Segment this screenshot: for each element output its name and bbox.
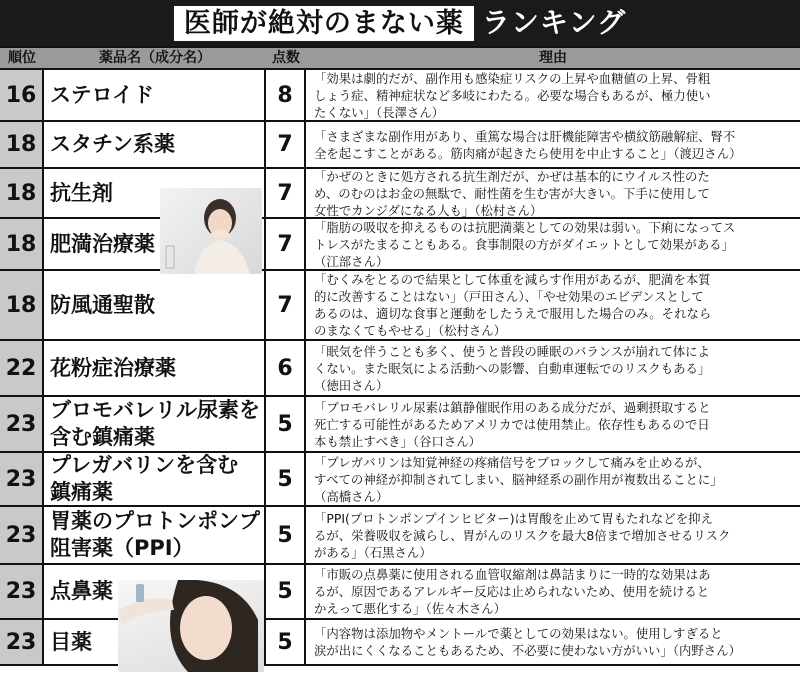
- score-cell: 5: [266, 620, 306, 664]
- reason-line: 女性でカンジダになる人も」（松村さん）: [314, 202, 543, 218]
- reason-cell: [306, 122, 800, 167]
- reason-cell: [306, 565, 800, 618]
- score-cell: 5: [266, 565, 306, 618]
- rank-cell: 23: [0, 507, 44, 563]
- table-row: [0, 341, 800, 397]
- reason-line: （徳田さん）: [314, 377, 389, 393]
- drug-name-line: ブロモバレリル尿素を: [50, 398, 260, 422]
- score-cell: 7: [266, 169, 306, 217]
- reason-cell: [306, 219, 800, 269]
- table-row: [0, 507, 800, 565]
- rank-cell: 18: [0, 219, 44, 269]
- reason-line: くない。また眠気による活動への影響、自動車運転でのリスクもある」: [314, 360, 711, 376]
- reason-line: 「プレガバリンは知覚神経の疼痛信号をブロックして痛みを止めるが、: [314, 454, 710, 470]
- reason-line: のまなくてもやせる」（松村さん）: [314, 323, 507, 338]
- drug-name-cell: [44, 70, 266, 120]
- reason-line: 「効果は劇的だが、副作用も感染症リスクの上昇や血糖値の上昇、骨粗: [314, 70, 711, 86]
- title-banner: [0, 0, 800, 46]
- rank-cell: 18: [0, 169, 44, 217]
- reason-line: トレスがたまることもある。食事制限の方がダイエットとして効果がある」: [314, 236, 734, 252]
- reason-cell: [306, 397, 800, 451]
- reason-line: 死亡する可能性があるためアメリカでは使用禁止。依存性もあるので日: [314, 416, 710, 432]
- drug-name-line: 防風通聖散: [50, 292, 155, 317]
- table-row: [0, 219, 800, 271]
- drug-name-cell: [44, 122, 266, 167]
- drug-name-line: スタチン系薬: [50, 132, 175, 156]
- table-row: [0, 271, 800, 341]
- rank-cell: 23: [0, 565, 44, 618]
- reason-line: （江部さん）: [314, 253, 389, 269]
- reason-line: 本も禁止すべき」（谷口さん）: [314, 433, 482, 449]
- score-cell: 5: [266, 397, 306, 451]
- page-subtitle: ランキング: [481, 6, 627, 39]
- reason-line: 「脂肪の吸収を抑えるものは抗肥満薬としての効果は弱い。下痢になってス: [314, 219, 736, 235]
- table-row: [0, 397, 800, 453]
- table-row: [0, 453, 800, 507]
- reason-cell: [306, 70, 800, 120]
- drug-name-line: プレガバリンを含む: [50, 453, 239, 477]
- drug-name-line: 含む鎮痛薬: [50, 425, 155, 449]
- drug-name-line: 抗生剤: [50, 180, 113, 205]
- score-cell: 5: [266, 453, 306, 505]
- reason-line: 「PPI(プロトンポンプインヒビター)は胃酸を止めて胃もたれなどを抑え: [314, 510, 713, 526]
- drug-name-cell: [44, 453, 266, 505]
- reason-line: しょう症、精神症状など多岐にわたる。必要な場合もあるが、極力使い: [314, 87, 711, 103]
- reason-line: 涙が出にくくなることもあるため、不必要に使わない方がいい」（内野さん）: [314, 643, 741, 658]
- rank-cell: 16: [0, 70, 44, 120]
- drug-name-cell: [44, 507, 266, 563]
- reason-line: 「むくみをとるので結果として体重を減らす作用があるが、肥満を本質: [314, 272, 711, 287]
- ranking-table: [0, 70, 800, 666]
- score-cell: 5: [266, 507, 306, 563]
- drug-name-cell: [44, 341, 266, 395]
- header-name: 薬品名（成分名）: [99, 50, 211, 66]
- reason-cell: [306, 620, 800, 664]
- score-cell: 7: [266, 271, 306, 339]
- reason-line: 「ブロモバレリル尿素は鎮静催眠作用のある成分だが、過剰摂取すると: [314, 399, 711, 415]
- header-reason: 理由: [539, 50, 567, 66]
- drug-name-line: 阻害薬（PPI）: [50, 536, 194, 560]
- drug-name-line: 点鼻薬: [50, 579, 113, 603]
- reason-line: るが、栄養吸収を減らし、胃がんのリスクを最大8倍まで増加させるリスク: [314, 527, 731, 543]
- rank-cell: 23: [0, 453, 44, 505]
- rank-cell: 23: [0, 397, 44, 451]
- drug-name-line: 肥満治療薬: [50, 231, 155, 256]
- table-row: [0, 122, 800, 169]
- reason-line: かえって悪化する」（佐々木さん）: [314, 601, 507, 616]
- drug-name-line: 鎮痛薬: [50, 480, 113, 504]
- reason-line: （高橋さん）: [314, 488, 389, 504]
- score-cell: 7: [266, 219, 306, 269]
- rank-cell: 23: [0, 620, 44, 664]
- reason-line: 「眠気を伴うことも多く、使うと普段の睡眠のバランスが崩れて体によ: [314, 343, 710, 359]
- score-cell: 6: [266, 341, 306, 395]
- drug-name-cell: [44, 397, 266, 451]
- reason-line: たくない」（長澤さん）: [314, 104, 445, 120]
- score-cell: 8: [266, 70, 306, 120]
- rank-cell: 22: [0, 341, 44, 395]
- reason-line: あるのは、適切な食事と運動をしたうえで服用した場合のみ。それなら: [314, 306, 712, 321]
- reason-cell: [306, 271, 800, 339]
- reason-line: 「内容物は添加物やメントールで薬としての効果はない。使用しすぎると: [314, 626, 723, 641]
- drug-name-line: 花粉症治療薬: [50, 355, 176, 380]
- header-score: 点数: [272, 50, 300, 66]
- woman-coughing-photo: [160, 188, 262, 274]
- table-row: [0, 70, 800, 122]
- header-rank: 順位: [8, 50, 36, 66]
- page-title: 医師が絶対のまない薬: [174, 6, 474, 41]
- drug-name-cell: [44, 271, 266, 339]
- table-row: [0, 169, 800, 219]
- reason-line: め、のむのはお金の無駄で、耐性菌を生む害が大きい。下手に使用して: [314, 185, 710, 201]
- rank-cell: 18: [0, 122, 44, 167]
- reason-cell: [306, 169, 800, 217]
- reason-line: がある」（石黒さん）: [314, 544, 432, 560]
- reason-line: すべての神経が抑制されてしまい、脳神経系の副作用が複数出ることに」: [314, 471, 723, 487]
- reason-line: 的に改善することはない」（戸田さん）、「やせ効果のエビデンスとして: [314, 289, 704, 304]
- reason-cell: [306, 341, 800, 395]
- reason-line: 「さまざまな副作用があり、重篤な場合は肝機能障害や横紋筋融解症、腎不: [314, 128, 736, 144]
- woman-eyedrops-photo: [118, 580, 264, 672]
- table-header: [0, 46, 800, 70]
- drug-name-line: 胃薬のプロトンポンプ: [50, 509, 260, 533]
- rank-cell: 18: [0, 271, 44, 339]
- reason-cell: [306, 453, 800, 505]
- reason-line: 「かぜのときに処方される抗生剤だが、かぜは基本的にウイルス性のた: [314, 168, 710, 184]
- reason-line: るが、原因であるアレルギー反応は止められないため、使用を続けると: [314, 584, 710, 599]
- reason-line: 全を起こすことがある。筋肉痛が起きたら使用を中止すること」（渡辺さん）: [314, 145, 742, 161]
- drug-name-line: 目薬: [50, 629, 92, 654]
- reason-cell: [306, 507, 800, 563]
- drug-name-line: ステロイド: [50, 82, 154, 107]
- score-cell: 7: [266, 122, 306, 167]
- reason-line: 「市販の点鼻薬に使用される血管収縮剤は鼻詰まりに一時的な効果はあ: [314, 567, 711, 582]
